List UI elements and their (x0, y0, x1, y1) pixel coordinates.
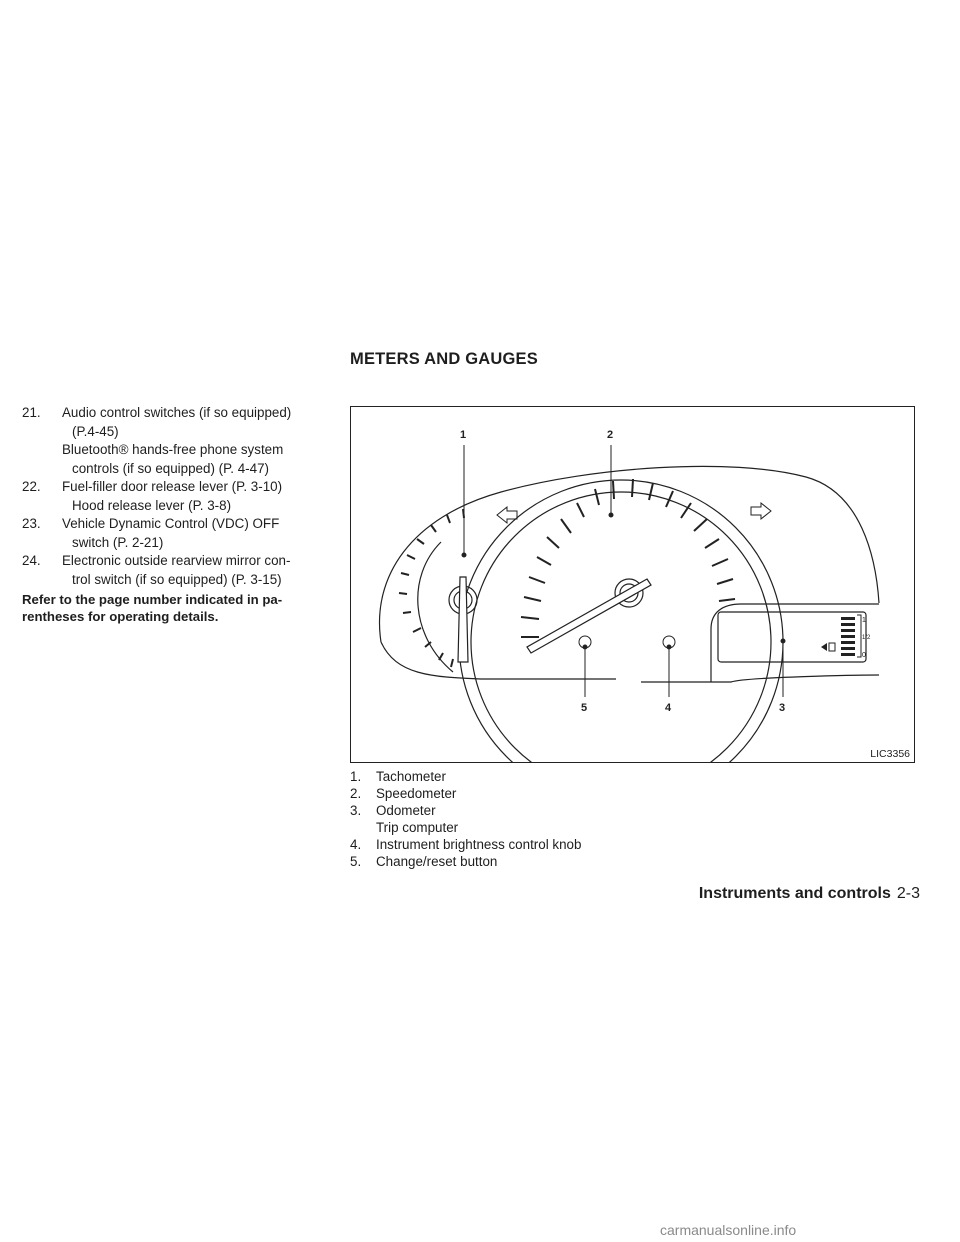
callout-2: 2 (607, 429, 614, 441)
speedometer-ring (459, 480, 786, 762)
fuel-pump-icon (829, 643, 835, 651)
cluster-illustration (351, 407, 914, 762)
footer-section: Instruments and controls (698, 885, 891, 902)
item-number: 22. (22, 479, 41, 494)
item-line: Electronic outside rearview mirror con- (62, 553, 291, 568)
instrument-cluster-figure (350, 406, 915, 763)
legend-item: Trip computer (376, 820, 459, 835)
item-line: controls (if so equipped) (P. 4-47) (72, 460, 269, 476)
list-item (22, 515, 342, 552)
legend-item: 1. Tachometer (350, 769, 446, 784)
fuel-arrow-icon (821, 643, 827, 651)
fuel-full-label: 1 (862, 617, 866, 624)
item-line: switch (P. 2-21) (72, 534, 164, 550)
fuel-empty-label: 0 (862, 652, 866, 659)
item-line: (P.4-45) (72, 423, 119, 439)
item-line: trol switch (if so equipped) (P. 3-15) (72, 571, 282, 587)
legend-item: 2. Speedometer (350, 786, 457, 801)
item-line: Vehicle Dynamic Control (VDC) OFF (62, 516, 280, 531)
watermark: carmanualsonline.info (660, 1222, 797, 1238)
callout-5: 5 (581, 702, 588, 714)
item-number: 24. (22, 553, 41, 568)
page-number: 2-3 (896, 885, 920, 902)
list-item (22, 478, 342, 515)
item-number: 21. (22, 405, 41, 420)
item-line: Bluetooth® hands-free phone system (62, 442, 284, 457)
item-number: 23. (22, 516, 41, 531)
right-turn-signal-icon (751, 503, 771, 519)
fuel-half-label: 1/2 (862, 635, 871, 641)
item-line: Audio control switches (if so equipped) (62, 405, 292, 420)
item-line: Hood release lever (P. 3-8) (72, 497, 232, 513)
tachometer-ticks (399, 509, 464, 667)
figure-legend (350, 768, 581, 870)
list-item (22, 552, 342, 589)
tachometer-bezel (418, 542, 453, 672)
controls-list (22, 404, 342, 625)
cluster-bottom-line (381, 642, 616, 679)
operating-note: Refer to the page number indicated in pa- rentheses for operating details. (22, 592, 283, 624)
callout-3: 3 (779, 702, 786, 714)
callout-1: 1 (460, 429, 467, 441)
list-item (22, 404, 342, 478)
callout-4: 4 (665, 702, 672, 714)
item-line: Fuel-filler door release lever (P. 3-10) (62, 479, 283, 494)
figure-code: LIC3356 (870, 748, 910, 760)
legend-item: 3. Odometer (350, 803, 436, 818)
speedometer-needle (527, 579, 651, 653)
legend-item: 5. Change/reset button (350, 854, 498, 869)
legend-item: 4. Instrument brightness control knob (350, 837, 582, 852)
section-title: METERS AND GAUGES (350, 350, 538, 368)
page-footer (699, 885, 920, 903)
